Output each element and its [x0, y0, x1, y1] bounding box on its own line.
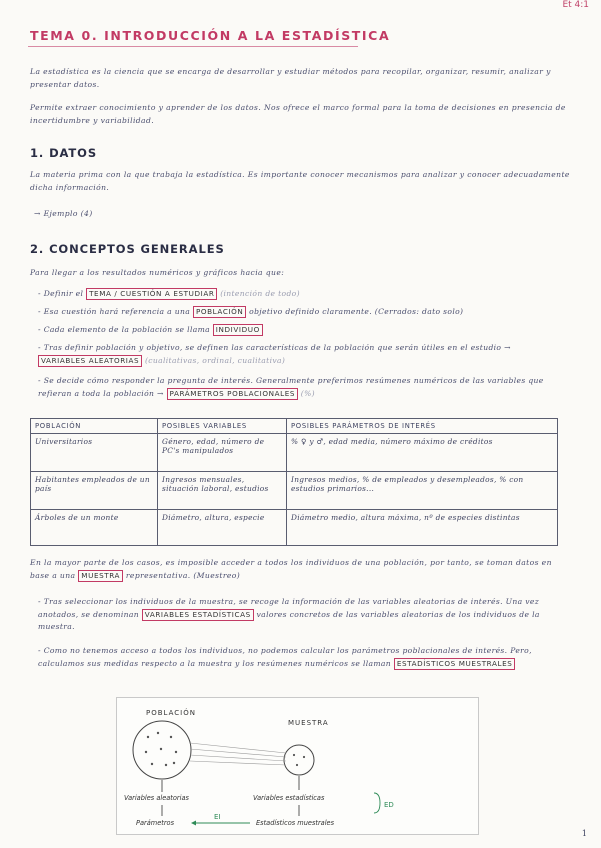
highlight-individuo: INDIVIDUO	[213, 324, 263, 336]
paragraph-text: representativa. (Muestreo)	[125, 571, 241, 580]
highlight-parametros-poblacionales: PARÁMETROS POBLACIONALES	[167, 388, 299, 400]
bullet-text: valores concretos de las variables aleatorias de los individuos de la muestra.	[38, 609, 540, 631]
corner-text: Et 4:1	[562, 0, 589, 10]
table-row	[31, 510, 558, 546]
var-estadisticas-label: Variables estadísticas	[253, 794, 325, 802]
page-title: TEMA 0. INTRODUCCIÓN A LA ESTADÍSTICA	[30, 28, 391, 43]
highlight-tema: TEMA / CUESTIÓN A ESTUDIAR	[86, 288, 217, 300]
bullet-text: Se decide cómo responder la pregunta de interés. Generalmente preferimos resúmenes numéricos de las variables que refieran a toda la población →	[38, 376, 544, 398]
table-cell: Género, edad, número de PC's manipulados	[158, 434, 287, 472]
bullet-parametros: - Se decide cómo responder la pregunta de interés. Generalmente preferimos resúmenes numéricos de las variables que refieran a toda la población → PARÁMETROS POBLACIONALES (%)	[38, 376, 544, 398]
paragraph-text: En la mayor parte de los casos, es imposible acceder a todos los individuos de una población, por tanto, se toman datos en base a una	[30, 558, 552, 580]
bullet-text: Como no tenemos acceso a todos los individuos, no podemos calcular los parámetros poblacionales de interés. Pero, calculamos sus medidas respecto a la muestra y los resúmenes numéricos se llaman	[38, 646, 532, 668]
table-header-row	[31, 419, 558, 434]
title-underline	[28, 46, 358, 47]
bullet-text: Tras seleccionar los individuos de la muestra, se recoge la información de las variables aleatorias de interés. Una vez anotados, se denominan	[38, 597, 540, 619]
bullet-tema: - Definir el TEMA / CUESTIÓN A ESTUDIAR (intención de todo)	[38, 289, 300, 298]
highlight-variables-estadisticas: VARIABLES ESTADÍSTICAS	[142, 609, 254, 621]
poblacion-label: POBLACIÓN	[146, 709, 196, 717]
datos-example: → Ejemplo (4)	[34, 209, 93, 218]
conceptos-lead: Para llegar a los resultados numéricos y gráficos hacia que:	[30, 268, 285, 277]
datos-paragraph: La materia prima con la que trabaja la estadística. Es importante conocer mecanismos para analizar y conocer adecuadamente dicha información.	[30, 170, 570, 192]
table-cell: Ingresos medios, % de empleados y desempleados, % con estudios primarios...	[287, 472, 558, 510]
bullet-note: (cualitativas, ordinal, cualitativa)	[144, 355, 286, 365]
column-header: POBLACIÓN	[31, 419, 158, 434]
highlight-variables-aleatorias: VARIABLES ALEATORIAS	[38, 355, 142, 367]
bullet-text: objetivo definido claramente. (Cerrados: dato solo)	[249, 307, 464, 316]
ed-label: ED	[384, 801, 394, 809]
bullet-poblacion: - Esa cuestión hará referencia a una POBLACIÓN objetivo definido claramente. (Cerrados: dato solo)	[38, 307, 464, 316]
highlight-muestra: MUESTRA	[78, 570, 123, 582]
estadisticos-label: Estadísticos muestrales	[256, 819, 335, 827]
highlight-poblacion: POBLACIÓN	[193, 306, 246, 318]
table-cell: Diámetro medio, altura máxima, nº de especies distintas	[287, 510, 558, 546]
bullet-variables: - Tras definir población y objetivo, se definen las características de la población que serán útiles en el estudio → VARIABLES ALEATORIAS (cualitativas, ordinal, cualitativa)	[38, 343, 511, 365]
intro-paragraph-2: Permite extraer conocimiento y aprender de los datos. Nos ofrece el marco formal para la toma de decisiones en presencia de incertidumbre y variabilidad.	[30, 103, 566, 125]
column-header: POSIBLES PARÁMETROS DE INTERÉS	[287, 419, 558, 434]
section-heading-conceptos: 2. CONCEPTOS GENERALES	[30, 242, 225, 256]
bullet-note: (intención de todo)	[220, 289, 300, 298]
intro-paragraph-1: La estadística es la ciencia que se encarga de desarrollar y estudiar métodos para recopilar, organizar, resumir, analizar y presentar datos.	[30, 67, 551, 89]
bullet-text: Cada elemento de la población se llama	[43, 325, 211, 334]
bullet-individuo: - Cada elemento de la población se llama INDIVIDUO	[38, 324, 578, 337]
population-table	[30, 418, 558, 546]
column-header: POSIBLES VARIABLES	[158, 419, 287, 434]
page-number: 1	[581, 829, 587, 838]
bullet-note: (%)	[300, 388, 315, 398]
var-aleatorias-label: Variables aleatorias	[124, 794, 189, 802]
table-cell: % ♀ y ♂, edad media, número máximo de créditos	[287, 434, 558, 472]
bullet-estadisticos: - Como no tenemos acceso a todos los individuos, no podemos calcular los parámetros poblacionales de interés. Pero, calculamos sus medidas respecto a la muestra y los resúmenes numéricos se llaman ESTADÍSTICOS MUESTRALES	[38, 646, 532, 668]
table-cell: Universitarios	[31, 434, 158, 472]
bullet-text: Tras definir población y objetivo, se definen las características de la población que serán útiles en el estudio →	[43, 343, 511, 352]
muestra-paragraph	[30, 556, 570, 582]
table-cell: Árboles de un monte	[31, 510, 158, 546]
table-row	[31, 472, 558, 510]
bullet-text: Definir el	[43, 289, 84, 298]
table-cell: Diámetro, altura, especie	[158, 510, 287, 546]
bullet-variables-estadisticas: - Tras seleccionar los individuos de la muestra, se recoge la información de las variables aleatorias de interés. Una vez anotados, se denominan VARIABLES ESTADÍSTICAS valores concretos de las variables aleatorias de los individuos de la muestra.	[38, 597, 540, 631]
section-heading-datos: 1. DATOS	[30, 146, 98, 160]
highlight-estadisticos-muestrales: ESTADÍSTICOS MUESTRALES	[394, 658, 516, 670]
muestra-label: MUESTRA	[288, 719, 329, 727]
table-row	[31, 434, 558, 472]
table-cell: Habitantes empleados de un país	[31, 472, 158, 510]
bullet-text: Esa cuestión hará referencia a una	[43, 307, 191, 316]
table-cell: Ingresos mensuales, situación laboral, estudios	[158, 472, 287, 510]
ei-label: EI	[214, 813, 221, 821]
parametros-label: Parámetros	[136, 819, 175, 827]
population-sample-diagram	[116, 697, 479, 835]
